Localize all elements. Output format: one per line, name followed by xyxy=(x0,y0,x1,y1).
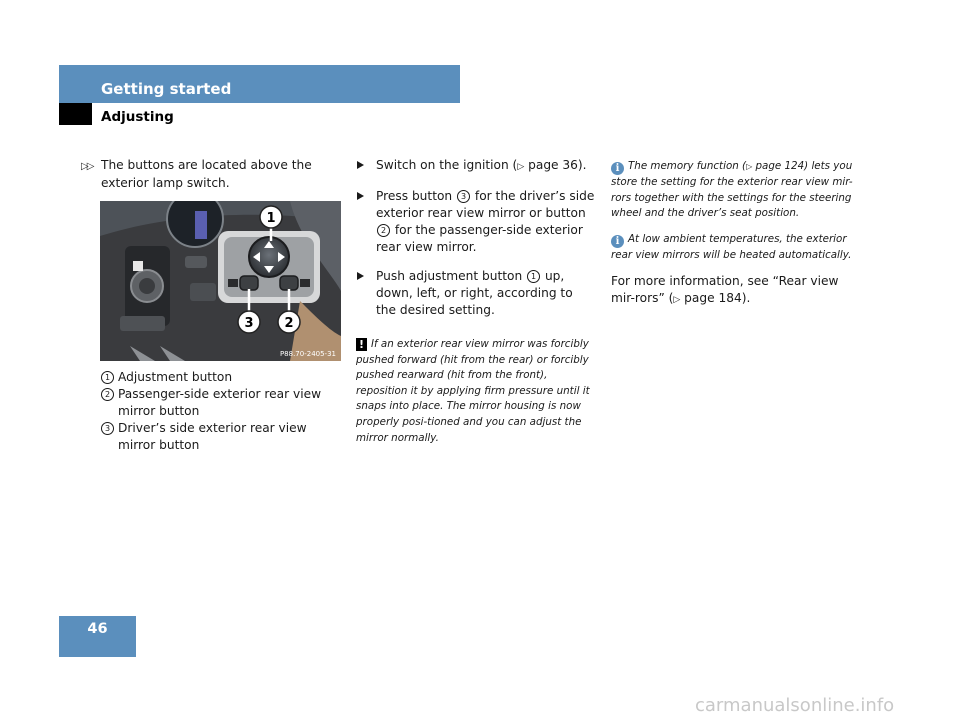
more-info-text: page 184). xyxy=(680,291,751,306)
step-text: for the driver’s side exterior rear view mirror or button xyxy=(376,189,595,220)
legend-number: 2 xyxy=(101,388,114,401)
page-ref-icon: ▷ xyxy=(673,295,681,306)
step-adjust xyxy=(356,268,596,319)
step-text: up, down, left, or right, according to the desired setting. xyxy=(376,269,573,317)
legend-text: Passenger-side exterior rear view mirror button xyxy=(118,387,322,418)
legend-item xyxy=(81,369,343,386)
bullet-arrow-icon xyxy=(357,161,364,169)
legend-text: Driver’s side exterior rear view mirror button xyxy=(118,421,307,452)
legend-text: Adjustment button xyxy=(118,370,233,384)
image-caption: P88.70-2405-31 xyxy=(279,350,336,358)
info-note-heating xyxy=(611,232,856,264)
legend-number: 1 xyxy=(101,371,114,384)
legend-list xyxy=(81,369,343,454)
info-text: page 124) lets you store the setting for the exterior rear view mir-rors together with the settings for the steering wheel and the driver’s seat position. xyxy=(611,160,853,220)
info-text: At low ambient temperatures, the exterior rear view mirrors will be heated automatically. xyxy=(611,232,852,261)
step-select-mirror xyxy=(356,188,596,256)
ref-number: 3 xyxy=(457,190,470,203)
column-right xyxy=(611,159,856,309)
bullet-arrow-icon xyxy=(357,192,364,200)
intro-text: The buttons are located above the exterior lamp switch. xyxy=(101,158,312,190)
step-text: Press button xyxy=(376,189,457,203)
step-text: Push adjustment button xyxy=(376,269,527,283)
callout-1: 1 xyxy=(266,211,276,226)
warning-note xyxy=(356,337,596,446)
ref-number: 1 xyxy=(527,270,540,283)
legend-item xyxy=(81,386,343,420)
continuation-mark: ▷▷ xyxy=(81,161,93,172)
column-left xyxy=(81,157,343,454)
mirror-switch-photo xyxy=(100,201,341,361)
column-middle xyxy=(356,157,596,446)
page-ref-icon: ▷ xyxy=(746,162,753,171)
warning-icon: ! xyxy=(356,338,367,351)
page-ref-icon: ▷ xyxy=(517,162,525,172)
section-tab xyxy=(59,103,92,125)
info-icon: i xyxy=(611,235,624,248)
step-text: page 36). xyxy=(524,158,587,172)
callout-3: 3 xyxy=(244,316,254,331)
info-icon: i xyxy=(611,162,624,175)
section-title: Getting started xyxy=(101,80,232,98)
more-info-paragraph xyxy=(611,273,856,309)
step-text: for the passenger-side exterior rear view mirror. xyxy=(376,223,583,254)
bullet-arrow-icon xyxy=(357,272,364,280)
step-ignition xyxy=(356,157,596,176)
info-text: The memory function ( xyxy=(628,160,747,172)
legend-item xyxy=(81,420,343,454)
ref-number: 2 xyxy=(377,224,390,237)
warning-text: If an exterior rear view mirror was forcibly pushed forward (hit from the rear) or forcibly pushed rearward (hit from the front), reposition it by applying firm pressure until it snaps into place. The mirror housing is now properly posi-tioned and you can adjust the mirror normally. xyxy=(356,338,590,444)
step-text: Switch on the ignition ( xyxy=(376,158,518,172)
intro-paragraph xyxy=(81,157,343,192)
legend-number: 3 xyxy=(101,422,114,435)
subsection-title: Adjusting xyxy=(101,109,174,125)
page-number: 46 xyxy=(87,621,108,637)
callout-2: 2 xyxy=(284,316,294,331)
watermark: carmanualsonline.info xyxy=(695,695,895,716)
more-info-text: For more information, see “Rear view mir-rors” ( xyxy=(611,274,839,306)
info-note-memory xyxy=(611,159,856,222)
